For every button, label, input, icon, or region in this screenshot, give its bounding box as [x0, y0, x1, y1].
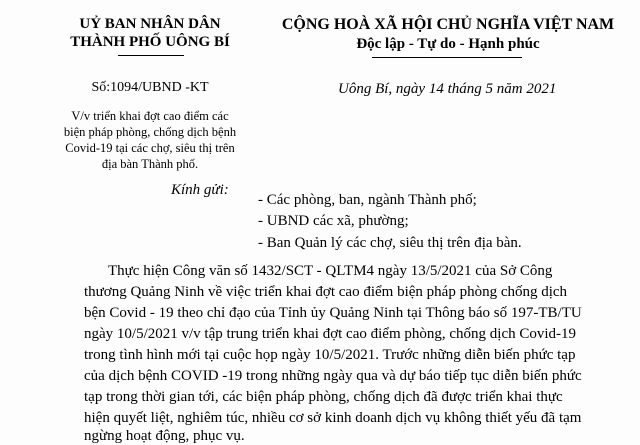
subject-line: biện pháp phòng, chống dịch bệnh	[63, 125, 237, 139]
body-paragraph-line: trong tình hình mới tại cuộc họp ngày 10/5/2021. Trước những diễn biến phức tạp	[84, 347, 576, 363]
salutation: Kính gửi:	[171, 182, 229, 198]
subject-line: Covid-19 tại các chợ, siêu thị trên	[65, 141, 235, 155]
body-paragraph-line: hiện quyết liệt, nghiêm túc, nhiều cơ sở kinh doanh dịch vụ không thiết yếu đã tạm	[84, 410, 582, 426]
body-paragraph-line: tạp trong thời gian tới, các biện pháp phòng, chống dịch đã được triển khai thực	[84, 389, 563, 405]
recipient-item: - UBND các xã, phường;	[258, 213, 409, 229]
issuing-org-line2: THÀNH PHỐ UÔNG BÍ	[70, 34, 230, 50]
national-motto-line2: Độc lập - Tự do - Hạnh phúc	[356, 36, 540, 52]
subject-line: V/v triển khai đợt cao điểm các	[71, 109, 229, 123]
recipient-item: - Các phòng, ban, ngành Thành phố;	[258, 192, 477, 208]
body-paragraph-line: của dịch bệnh COVID -19 trong những ngày qua và dự báo tiếp tục diễn biến phức	[84, 368, 582, 384]
body-paragraph-line: thương Quảng Ninh về việc triển khai đợt cao điểm biện pháp phòng chống dịch	[84, 284, 568, 300]
issuing-org-line1: UỶ BAN NHÂN DÂN	[79, 16, 221, 32]
body-paragraph-line: Thực hiện Công văn số 1432/SCT - QLTM4 ngày 13/5/2021 của Sở Công	[108, 263, 553, 279]
motto-underline-divider	[372, 57, 522, 58]
org-underline-divider	[118, 55, 184, 56]
subject-line: địa bàn Thành phố.	[101, 157, 199, 171]
recipient-item: - Ban Quản lý các chợ, siêu thị trên địa bàn.	[258, 235, 522, 251]
body-paragraph-line: ngừng hoạt động, phục vụ.	[84, 428, 245, 444]
body-paragraph-line: bện Covid - 19 theo chỉ đạo của Tỉnh ủy Quảng Ninh tại Thông báo số 197-TB/TU	[84, 305, 582, 321]
body-paragraph-line: ngày 10/5/2021 v/v tập trung triển khai đợt cao điểm phòng, chống dịch Covid-19	[84, 326, 577, 342]
place-date: Uông Bí, ngày 14 tháng 5 năm 2021	[338, 81, 557, 97]
document-number: Số:1094/UBND -KT	[91, 80, 209, 95]
national-motto-line1: CỘNG HOÀ XÃ HỘI CHỦ NGHĨA VIỆT NAM	[281, 16, 615, 33]
